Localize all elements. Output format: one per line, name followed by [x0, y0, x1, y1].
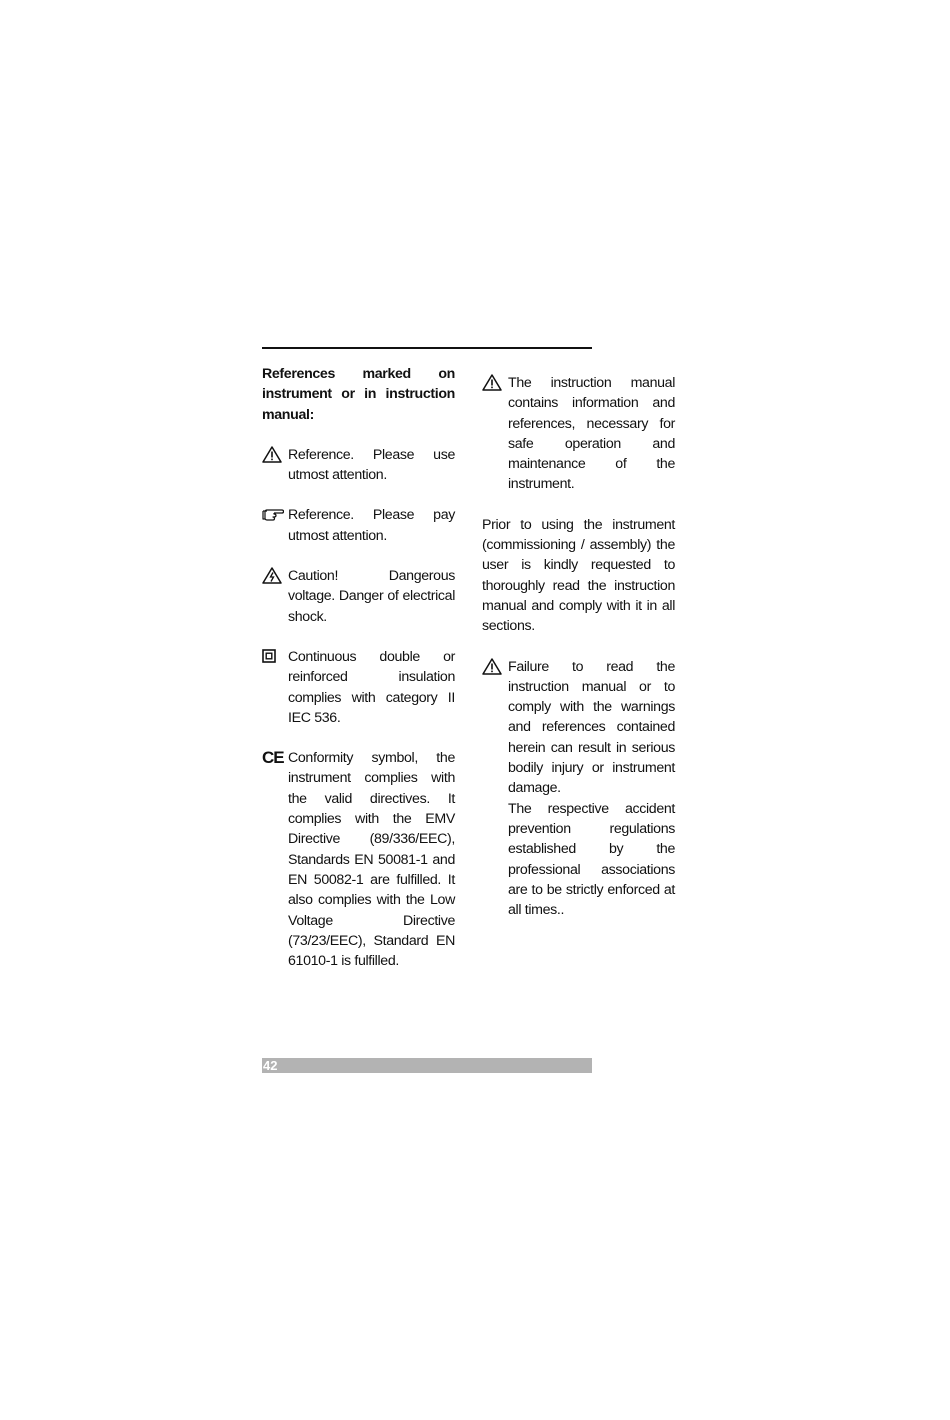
failure-warning-text: Failure to read the instruction manual or to comply with the warnings and references contained herein can result in serious bodily injury or instrument damage. [508, 658, 675, 797]
references-heading: References marked on instrument or in instruction manual: [262, 366, 455, 423]
manual-note [482, 373, 675, 495]
reference-text: Reference. Please use utmost attention. [288, 446, 455, 484]
pointing-hand-icon [262, 506, 284, 524]
top-rule [262, 347, 592, 349]
ce-mark-icon: CE [262, 748, 284, 768]
right-column [482, 364, 675, 940]
reference-item-hand [262, 505, 455, 546]
high-voltage-triangle-icon [262, 567, 284, 585]
warning-triangle-icon [482, 374, 504, 392]
reference-text: Caution! Dangerous voltage. Danger of electrical shock. [288, 568, 455, 625]
footer-bar [262, 1058, 592, 1073]
failure-warning [482, 657, 675, 921]
prior-to-use-paragraph: Prior to using the instrument (commissioning / assembly) the user is kindly requested to thoroughly read the instruction manual and comply with it in all sections. [482, 516, 675, 635]
accident-prevention-text: The respective accident prevention regulations established by the professional associations are to be strictly enforced at all times.. [508, 800, 675, 919]
warning-triangle-icon [262, 446, 284, 464]
left-column [262, 364, 455, 991]
manual-note-text: The instruction manual contains information and references, necessary for safe operation and maintenance of the instrument. [508, 375, 675, 493]
reference-text: Conformity symbol, the instrument complies with the valid directives. It complies with the EMV Directive (89/336/EEC), Standards EN 50081-1 and EN 50082-1 are fulfilled. It also complies with the Low Voltage Directive (73/23/EEC), Standard EN 61010-1 is fulfilled. [288, 750, 455, 970]
double-insulation-icon [262, 648, 284, 666]
reference-text: Continuous double or reinforced insulation complies with category II IEC 536. [288, 648, 455, 726]
reference-item-warning [262, 445, 455, 486]
reference-item-insulation [262, 647, 455, 728]
reference-item-ce [262, 748, 455, 971]
page-number: 42 [263, 1058, 278, 1073]
reference-text: Reference. Please pay utmost attention. [288, 507, 455, 544]
reference-item-voltage [262, 566, 455, 627]
warning-triangle-icon [482, 658, 504, 676]
